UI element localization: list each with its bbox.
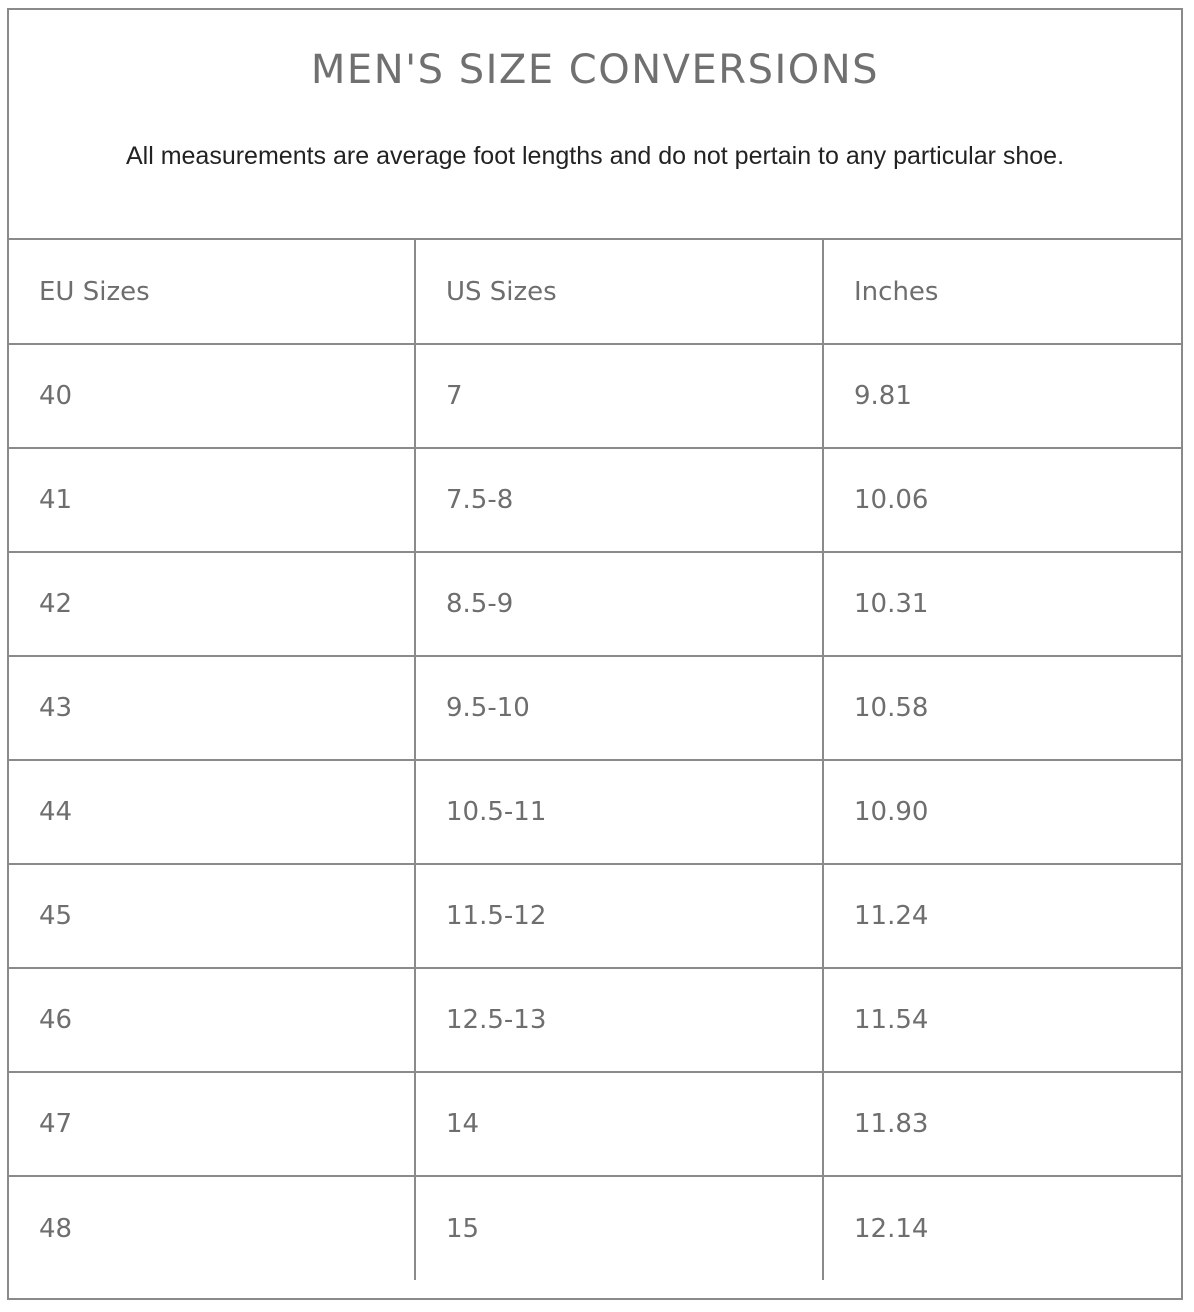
table-row (9, 1176, 1181, 1280)
page-subtitle: All measurements are average foot lengths and do not pertain to any particular shoe. (125, 142, 1065, 170)
table-row (9, 760, 1181, 864)
table-row (9, 1072, 1181, 1176)
table-row (9, 552, 1181, 656)
us-size-cell: 11.5-12 (415, 864, 823, 968)
us-size-cell: 8.5-9 (415, 552, 823, 656)
us-size-cell: 10.5-11 (415, 760, 823, 864)
inches-cell: 10.06 (823, 448, 1181, 552)
us-size-cell: 7 (415, 344, 823, 448)
header-row (9, 240, 1181, 344)
column-header-inches: Inches (823, 240, 1181, 344)
us-size-cell: 7.5-8 (415, 448, 823, 552)
eu-size-cell: 40 (9, 344, 415, 448)
table-header (9, 240, 1181, 344)
us-size-cell: 14 (415, 1072, 823, 1176)
eu-size-cell: 44 (9, 760, 415, 864)
table-row (9, 344, 1181, 448)
us-size-cell: 9.5-10 (415, 656, 823, 760)
eu-size-cell: 43 (9, 656, 415, 760)
page-title: MEN'S SIZE CONVERSIONS (310, 47, 880, 93)
size-conversion-table (9, 240, 1181, 1280)
table-row (9, 448, 1181, 552)
us-size-cell: 15 (415, 1176, 823, 1280)
inches-cell: 11.24 (823, 864, 1181, 968)
table-row (9, 656, 1181, 760)
inches-cell: 11.83 (823, 1072, 1181, 1176)
us-size-cell: 12.5-13 (415, 968, 823, 1072)
chart-header (9, 10, 1181, 240)
inches-cell: 12.14 (854, 1213, 929, 1244)
column-header-eu-sizes: EU Sizes (9, 240, 415, 344)
inches-cell: 9.81 (823, 344, 1181, 448)
eu-size-cell: 45 (9, 864, 415, 968)
table-body (9, 344, 1181, 1280)
inches-cell: 10.90 (823, 760, 1181, 864)
inches-cell: 10.31 (823, 552, 1181, 656)
inches-cell: 11.54 (823, 968, 1181, 1072)
size-chart (7, 8, 1183, 1300)
column-header-us-sizes: US Sizes (415, 240, 823, 344)
table-row (9, 864, 1181, 968)
eu-size-cell: 41 (9, 448, 415, 552)
eu-size-cell: 47 (9, 1072, 415, 1176)
inches-cell: 10.58 (823, 656, 1181, 760)
eu-size-cell: 48 (9, 1176, 415, 1280)
eu-size-cell: 42 (9, 552, 415, 656)
eu-size-cell: 46 (9, 968, 415, 1072)
table-row (9, 968, 1181, 1072)
